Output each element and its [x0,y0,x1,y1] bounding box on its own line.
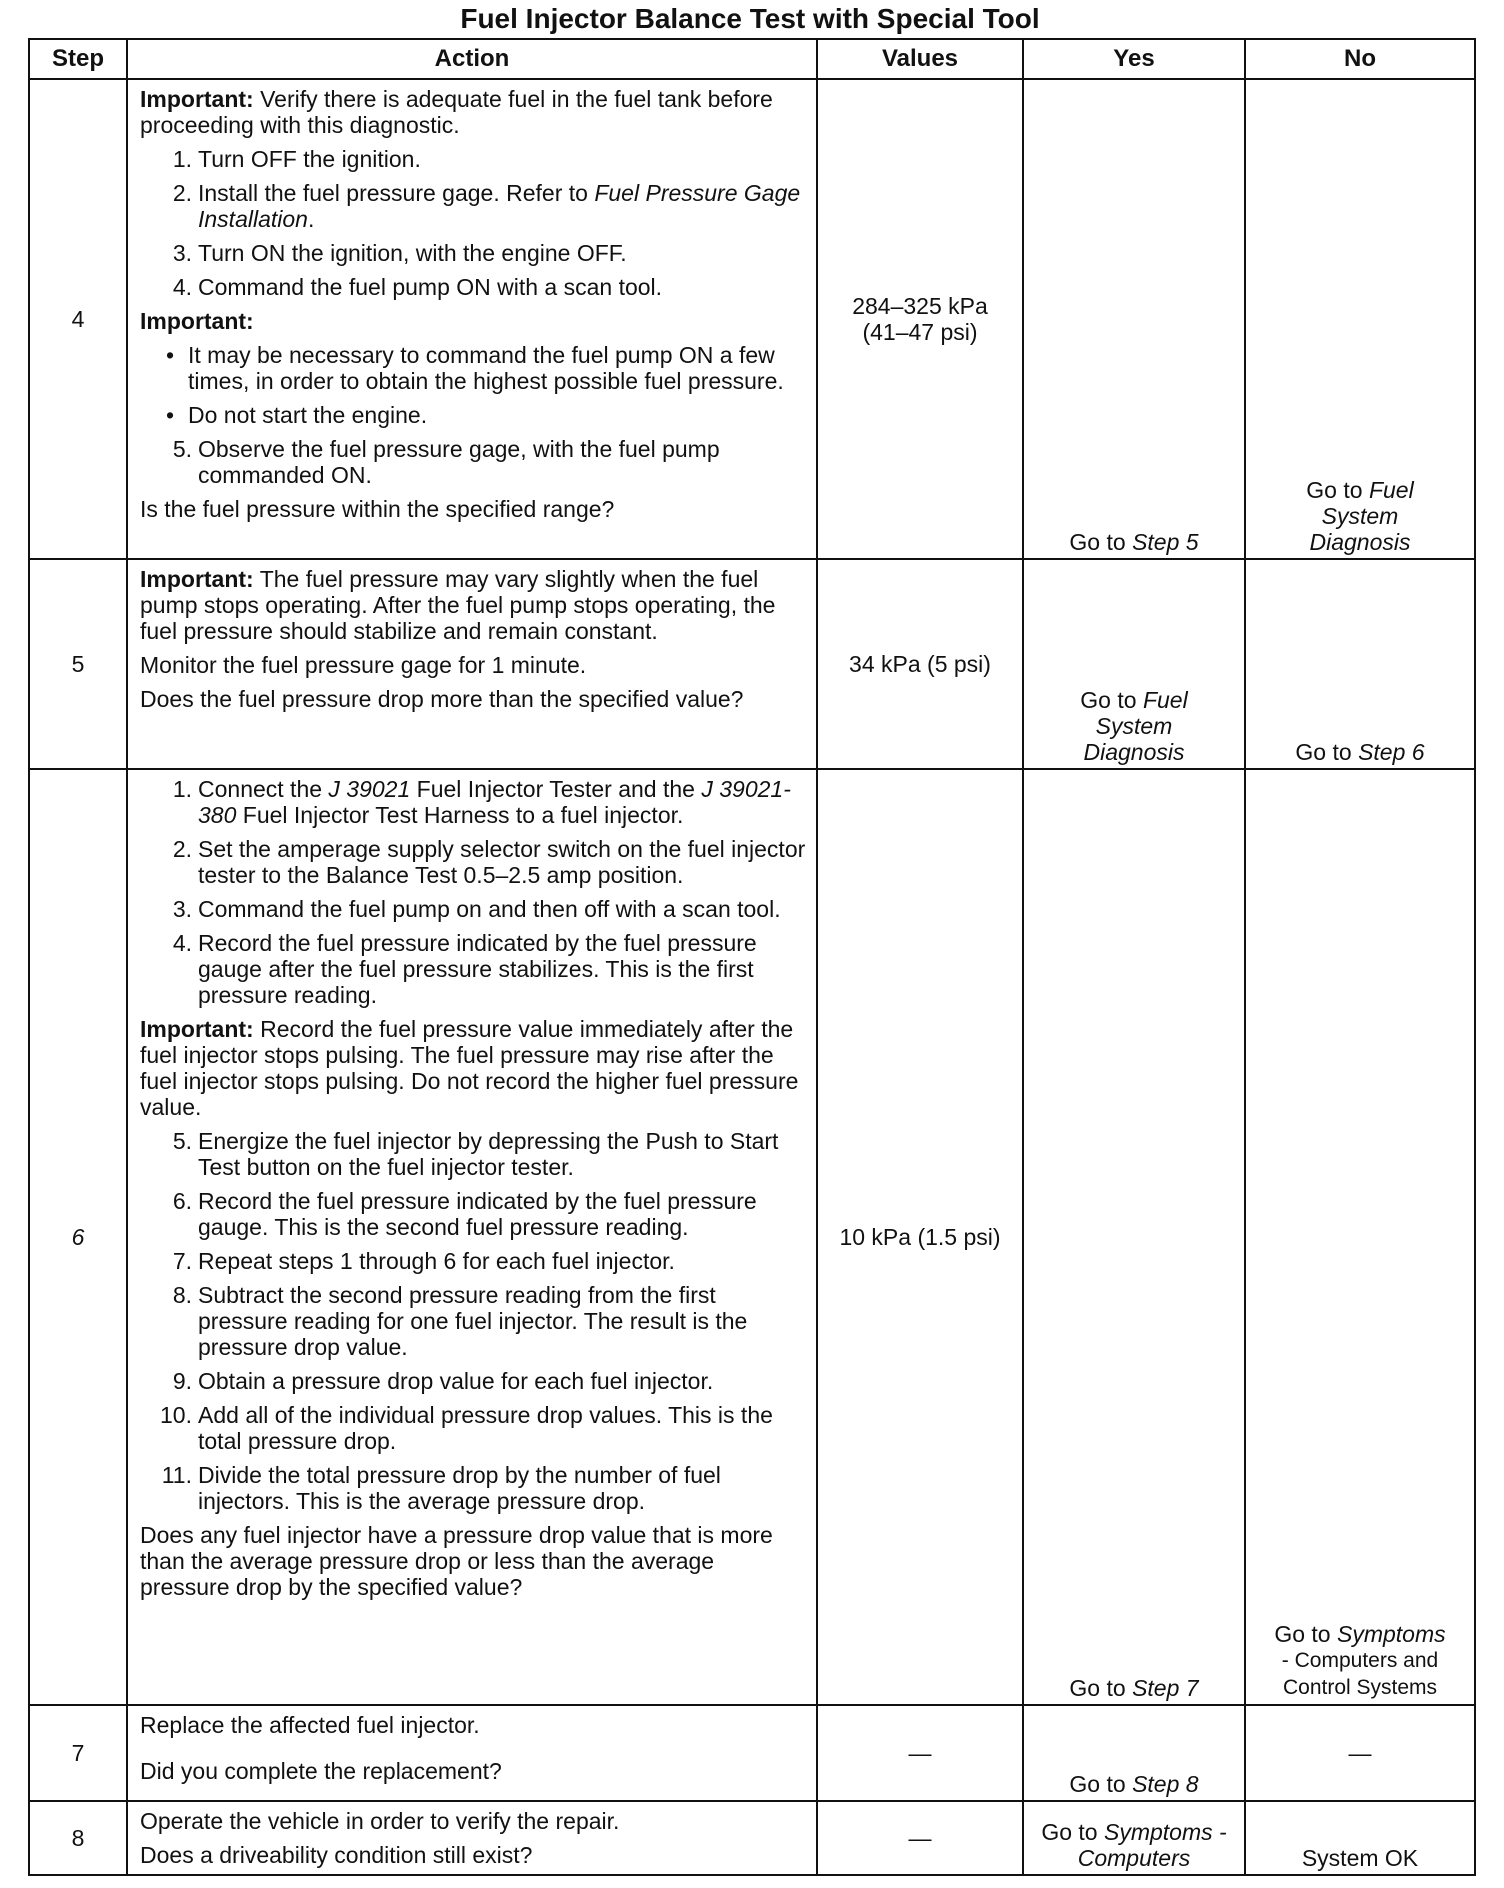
table-row [29,559,1475,769]
important-note [140,566,806,644]
no-prefix: Go to [1295,739,1359,765]
item-text: Turn OFF the ignition. [198,146,421,172]
item-text: Repeat steps 1 through 6 for each fuel injector. [198,1248,675,1274]
action-cell [127,1705,817,1801]
important-label: Important: [140,1016,254,1042]
procedure-list [140,776,806,1008]
yes-cell [1023,1705,1245,1801]
list-item [172,146,806,172]
action-cell [127,769,817,1705]
important-note [140,86,806,138]
item-number: 2. [172,836,192,862]
list-item [172,1128,806,1180]
list-item [172,274,806,300]
no-cell: System OK [1245,1801,1475,1875]
list-item [161,1462,806,1514]
list-item [172,1368,806,1394]
question-text: Does a driveability condition still exist? [140,1842,533,1868]
item-text: Add all of the individual pressure drop values. This is the total pressure drop. [198,1402,773,1454]
important-text: Record the fuel pressure value immediately after the fuel injector stops pulsing. The fuel pressure may rise after the fuel injector stops pulsing. Do not record the higher fuel pressure value. [140,1016,799,1120]
action-cell [127,1801,817,1875]
item-text: Observe the fuel pressure gage, with the fuel pump commanded ON. [198,436,720,488]
yes-prefix: Go to [1041,1819,1104,1845]
step-number: 6 [29,769,127,1705]
item-text: Energize the fuel injector by depressing the Push to Start Test button on the fuel injector tester. [198,1128,779,1180]
question-text: Did you complete the replacement? [140,1758,502,1784]
item-number: 11. [161,1462,192,1488]
item-number: 4. [172,274,192,300]
item-text: . [307,206,315,232]
procedure-list [140,146,806,300]
tool-reference: J 39021 [328,776,411,802]
no-reference: Step 6 [1358,739,1425,765]
item-number: 3. [172,896,192,922]
table-row [29,769,1475,1705]
important-text: The fuel pressure may vary slightly when the fuel pump stops operating. After the fuel pump stops operating, the fuel pressure should stabilize and remain constant. [140,566,776,644]
list-item [172,836,806,888]
values-cell: 34 kPa (5 psi) [817,559,1023,769]
item-text: Connect the [198,776,329,802]
action-cell [127,559,817,769]
instruction-text: Replace the affected fuel injector. [140,1712,480,1738]
step-number: 8 [29,1801,127,1875]
yes-prefix: Go to [1069,1771,1133,1797]
item-number: 8. [172,1282,192,1308]
no-reference: Fuel System Diagnosis [1309,477,1414,555]
yes-prefix: Go to [1069,529,1133,555]
list-item [172,776,806,828]
item-text: Command the fuel pump ON with a scan tool. [198,274,663,300]
values-cell: — [817,1801,1023,1875]
item-number: 5. [172,1128,192,1154]
instruction-text: Monitor the fuel pressure gage for 1 minute. [140,652,587,678]
item-number: 3. [172,240,192,266]
values-cell: 10 kPa (1.5 psi) [817,769,1023,1705]
procedure-list [140,436,806,488]
item-text: Fuel Injector Test Harness to a fuel injector. [236,802,684,828]
item-number: 4. [172,930,192,956]
item-text: Subtract the second pressure reading from the first pressure reading for one fuel injector. The result is the pressure drop value. [198,1282,748,1360]
item-number: 9. [172,1368,192,1394]
yes-cell [1023,1801,1245,1875]
item-number: 10. [160,1402,192,1428]
important-label: Important: [140,566,254,592]
document-title: Fuel Injector Balance Test with Special Tool [460,3,1040,34]
reference-link: Fuel Pressure Gage Installation [198,180,801,232]
value-line: (41–47 psi) [862,319,978,345]
yes-reference: Step 8 [1132,1771,1199,1797]
item-number: 6. [172,1188,192,1214]
list-item [172,1188,806,1240]
item-text: Record the fuel pressure indicated by the fuel pressure gauge after the fuel pressure stabilizes. This is the first pressure reading. [198,930,757,1008]
header-yes: Yes [1023,39,1245,79]
no-subtitle: - Computers and [1281,1649,1439,1672]
yes-reference: Symptoms - Computers [1077,1819,1227,1871]
no-reference: Symptoms [1337,1621,1446,1647]
no-subtitle: Control Systems [1282,1676,1438,1699]
no-cell [1245,769,1475,1705]
action-cell [127,79,817,559]
header-values: Values [817,39,1023,79]
table-header-row [29,39,1475,79]
list-item [172,180,806,232]
values-cell [817,79,1023,559]
item-number: 7. [172,1248,192,1274]
item-number: 1. [172,776,192,802]
bullet-icon: • [166,342,175,368]
bullet-item [166,342,806,394]
yes-cell [1023,79,1245,559]
list-item [172,896,806,922]
table-row [29,79,1475,559]
no-cell [1245,79,1475,559]
item-text: Turn ON the ignition, with the engine OFF. [198,240,627,266]
item-number: 5. [172,436,192,462]
header-no: No [1245,39,1475,79]
tool-reference: J 39021-380 [198,776,791,828]
item-number: 1. [172,146,192,172]
yes-cell [1023,559,1245,769]
item-number: 2. [172,180,192,206]
important-label: Important: [140,86,254,112]
yes-cell [1023,769,1245,1705]
list-item [172,436,806,488]
procedure-list [140,1128,806,1514]
list-item [172,1248,806,1274]
bullet-text: Do not start the engine. [188,402,428,428]
item-text: Set the amperage supply selector switch on the fuel injector tester to the Balance Test 0.5–2.5 amp position. [198,836,806,888]
step-number: 7 [29,1705,127,1801]
yes-reference: Step 5 [1132,529,1199,555]
item-text: Command the fuel pump on and then off with a scan tool. [198,896,781,922]
yes-reference: Fuel System Diagnosis [1083,687,1188,765]
values-cell: — [817,1705,1023,1801]
list-item [172,1282,806,1360]
important-label: Important: [140,308,254,334]
table-row [29,1705,1475,1801]
question-text: Does any fuel injector have a pressure drop value that is more than the average pressure drop or less than the average pressure drop by the specified value? [140,1522,773,1600]
important-note [140,1016,806,1120]
bullet-list [140,342,806,428]
question-text: Does the fuel pressure drop more than the specified value? [140,686,744,712]
no-line [1250,1621,1470,1647]
list-item [172,930,806,1008]
no-cell [1245,559,1475,769]
item-text: Obtain a pressure drop value for each fuel injector. [198,1368,714,1394]
no-prefix: Go to [1274,1621,1337,1647]
bullet-text: It may be necessary to command the fuel pump ON a few times, in order to obtain the highest possible fuel pressure. [188,342,784,394]
step-number: 5 [29,559,127,769]
list-item [172,240,806,266]
list-item [160,1402,806,1454]
item-text: Divide the total pressure drop by the number of fuel injectors. This is the average pressure drop. [198,1462,721,1514]
table-row [29,1801,1475,1875]
item-text: Record the fuel pressure indicated by the fuel pressure gauge. This is the second fuel pressure reading. [198,1188,757,1240]
no-prefix: Go to [1306,477,1369,503]
header-action: Action [127,39,817,79]
bullet-item [166,402,806,428]
yes-prefix: Go to [1069,1675,1133,1701]
instruction-text: Operate the vehicle in order to verify the repair. [140,1808,620,1834]
bullet-icon: • [166,402,175,428]
yes-reference: Step 7 [1132,1675,1199,1701]
item-text: Install the fuel pressure gage. Refer to [198,180,595,206]
no-cell: — [1245,1705,1475,1801]
question-text: Is the fuel pressure within the specified range? [140,496,615,522]
important-text: Verify there is adequate fuel in the fuel tank before proceeding with this diagnostic. [140,86,773,138]
item-text: Fuel Injector Tester and the [410,776,702,802]
diagnostic-table [28,38,1476,1876]
header-step: Step [29,39,127,79]
step-number: 4 [29,79,127,559]
yes-prefix: Go to [1080,687,1143,713]
value-line: 284–325 kPa [852,293,988,319]
